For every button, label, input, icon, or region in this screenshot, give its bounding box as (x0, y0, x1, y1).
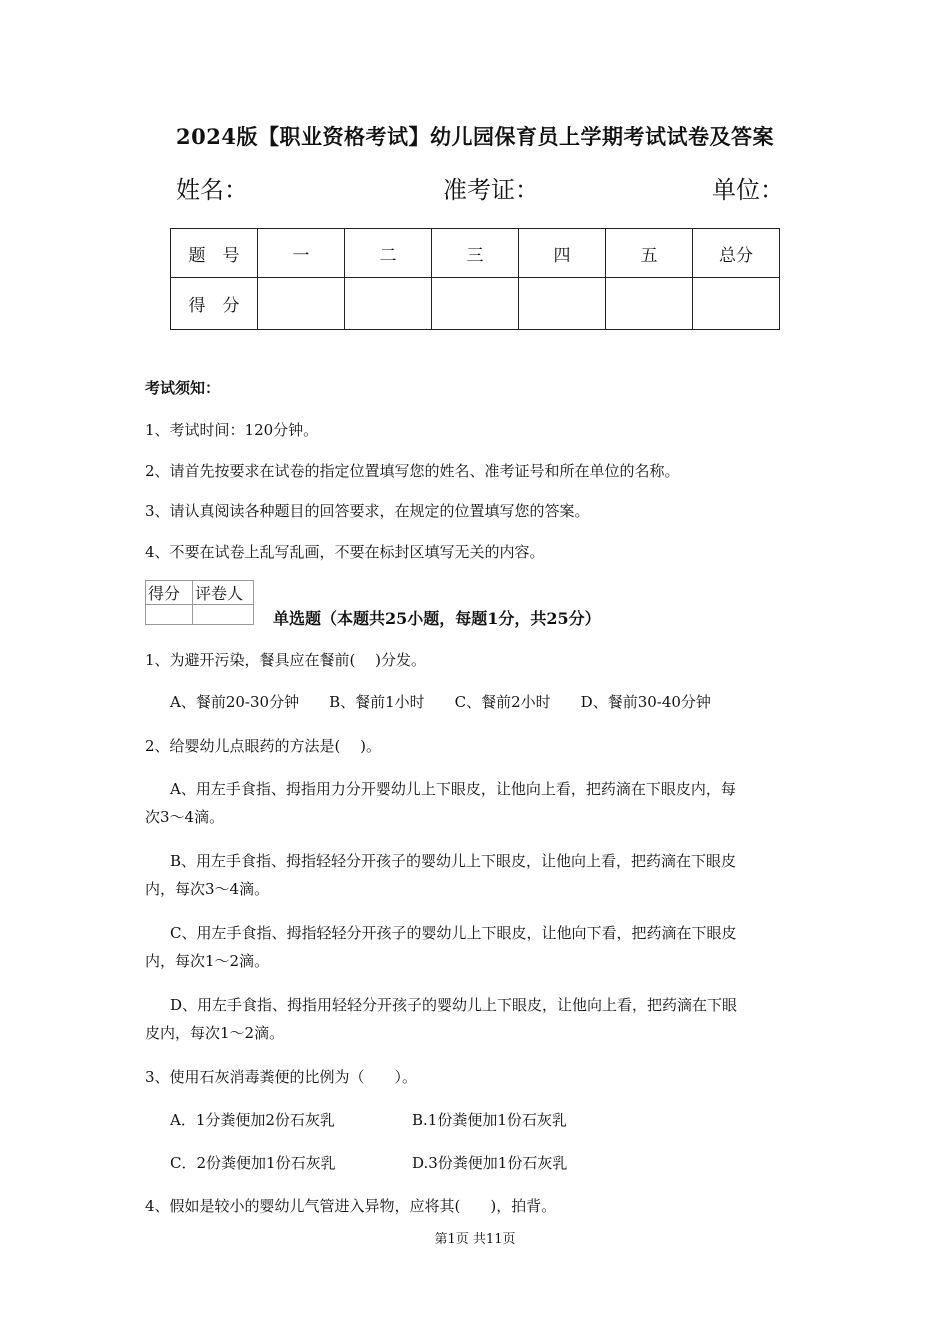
notice-heading: 考试须知： (145, 379, 221, 397)
notice-item: 3、请认真阅读各种题目的回答要求，在规定的位置填写您的答案。 (145, 502, 590, 520)
notice-item: 2、请首先按要求在试卷的指定位置填写您的姓名、准考证号和所在单位的名称。 (145, 462, 680, 480)
document-title: 2024版【职业资格考试】幼儿园保育员上学期考试试卷及答案 (176, 124, 774, 149)
name-label: 姓名： (176, 176, 248, 204)
option-c: C、用左手食指、拇指轻轻分开孩子的婴幼儿上下眼皮，让他向下看，把药滴在下眼皮 (170, 924, 737, 942)
score-row-label: 得 分 (171, 278, 258, 330)
grader-reviewer-cell[interactable] (193, 605, 254, 625)
unit-label: 单位： (712, 176, 784, 204)
option-b: B、用左手食指、拇指轻轻分开孩子的婴幼儿上下眼皮，让他向上看，把药滴在下眼皮 (170, 852, 737, 870)
option-c: C．2份粪便加1份石灰乳 (170, 1154, 336, 1172)
notice-item: 1、考试时间：120分钟。 (145, 421, 319, 439)
score-cell[interactable] (693, 278, 780, 330)
score-table-score-row (171, 278, 780, 330)
score-table-header-row (171, 229, 780, 278)
score-table (170, 228, 780, 330)
question-number-header: 题 号 (171, 229, 258, 278)
score-cell[interactable] (606, 278, 693, 330)
notice-item: 4、不要在试卷上乱写乱画，不要在标封区填写无关的内容。 (145, 543, 545, 561)
column-header: 五 (606, 229, 693, 278)
exam-id-label: 准考证： (443, 176, 539, 204)
question-stem: 2、给婴幼儿点眼药的方法是( )。 (145, 737, 382, 755)
option-c-cont: 内，每次1～2滴。 (145, 952, 270, 970)
column-header: 总分 (693, 229, 780, 278)
score-cell[interactable] (519, 278, 606, 330)
grader-box (145, 580, 254, 625)
question-options: A、餐前20-30分钟 B、餐前1小时 C、餐前2小时 D、餐前30-40分钟 (170, 693, 711, 711)
option-a-cont: 次3～4滴。 (145, 808, 225, 826)
option-b-cont: 内，每次3～4滴。 (145, 880, 270, 898)
section-title: 单选题（本题共25小题，每题1分，共25分） (273, 609, 601, 628)
column-header: 三 (432, 229, 519, 278)
page-footer: 第1页 共11页 (434, 1232, 516, 1247)
grader-score-label: 得分 (146, 581, 193, 605)
option-d: D.3份粪便加1份石灰乳 (412, 1154, 568, 1172)
score-cell[interactable] (432, 278, 519, 330)
option-d-cont: 皮内，每次1～2滴。 (145, 1024, 285, 1042)
question-stem: 1、为避开污染，餐具应在餐前( )分发。 (145, 651, 427, 669)
option-a: A．1分粪便加2份石灰乳 (170, 1111, 335, 1129)
question-stem: 3、使用石灰消毒粪便的比例为（ ）。 (145, 1068, 418, 1086)
score-cell[interactable] (258, 278, 345, 330)
score-cell[interactable] (345, 278, 432, 330)
grader-reviewer-label: 评卷人 (193, 581, 254, 605)
option-a: A、用左手食指、拇指用力分开婴幼儿上下眼皮，让他向上看，把药滴在下眼皮内，每 (170, 780, 736, 798)
question-stem: 4、假如是较小的婴幼儿气管进入异物，应将其( )，拍背。 (145, 1197, 557, 1215)
column-header: 一 (258, 229, 345, 278)
column-header: 二 (345, 229, 432, 278)
grader-score-cell[interactable] (146, 605, 193, 625)
option-d: D、用左手食指、拇指用轻轻分开孩子的婴幼儿上下眼皮，让他向上看，把药滴在下眼 (170, 996, 738, 1014)
option-b: B.1份粪便加1份石灰乳 (412, 1111, 567, 1129)
column-header: 四 (519, 229, 606, 278)
